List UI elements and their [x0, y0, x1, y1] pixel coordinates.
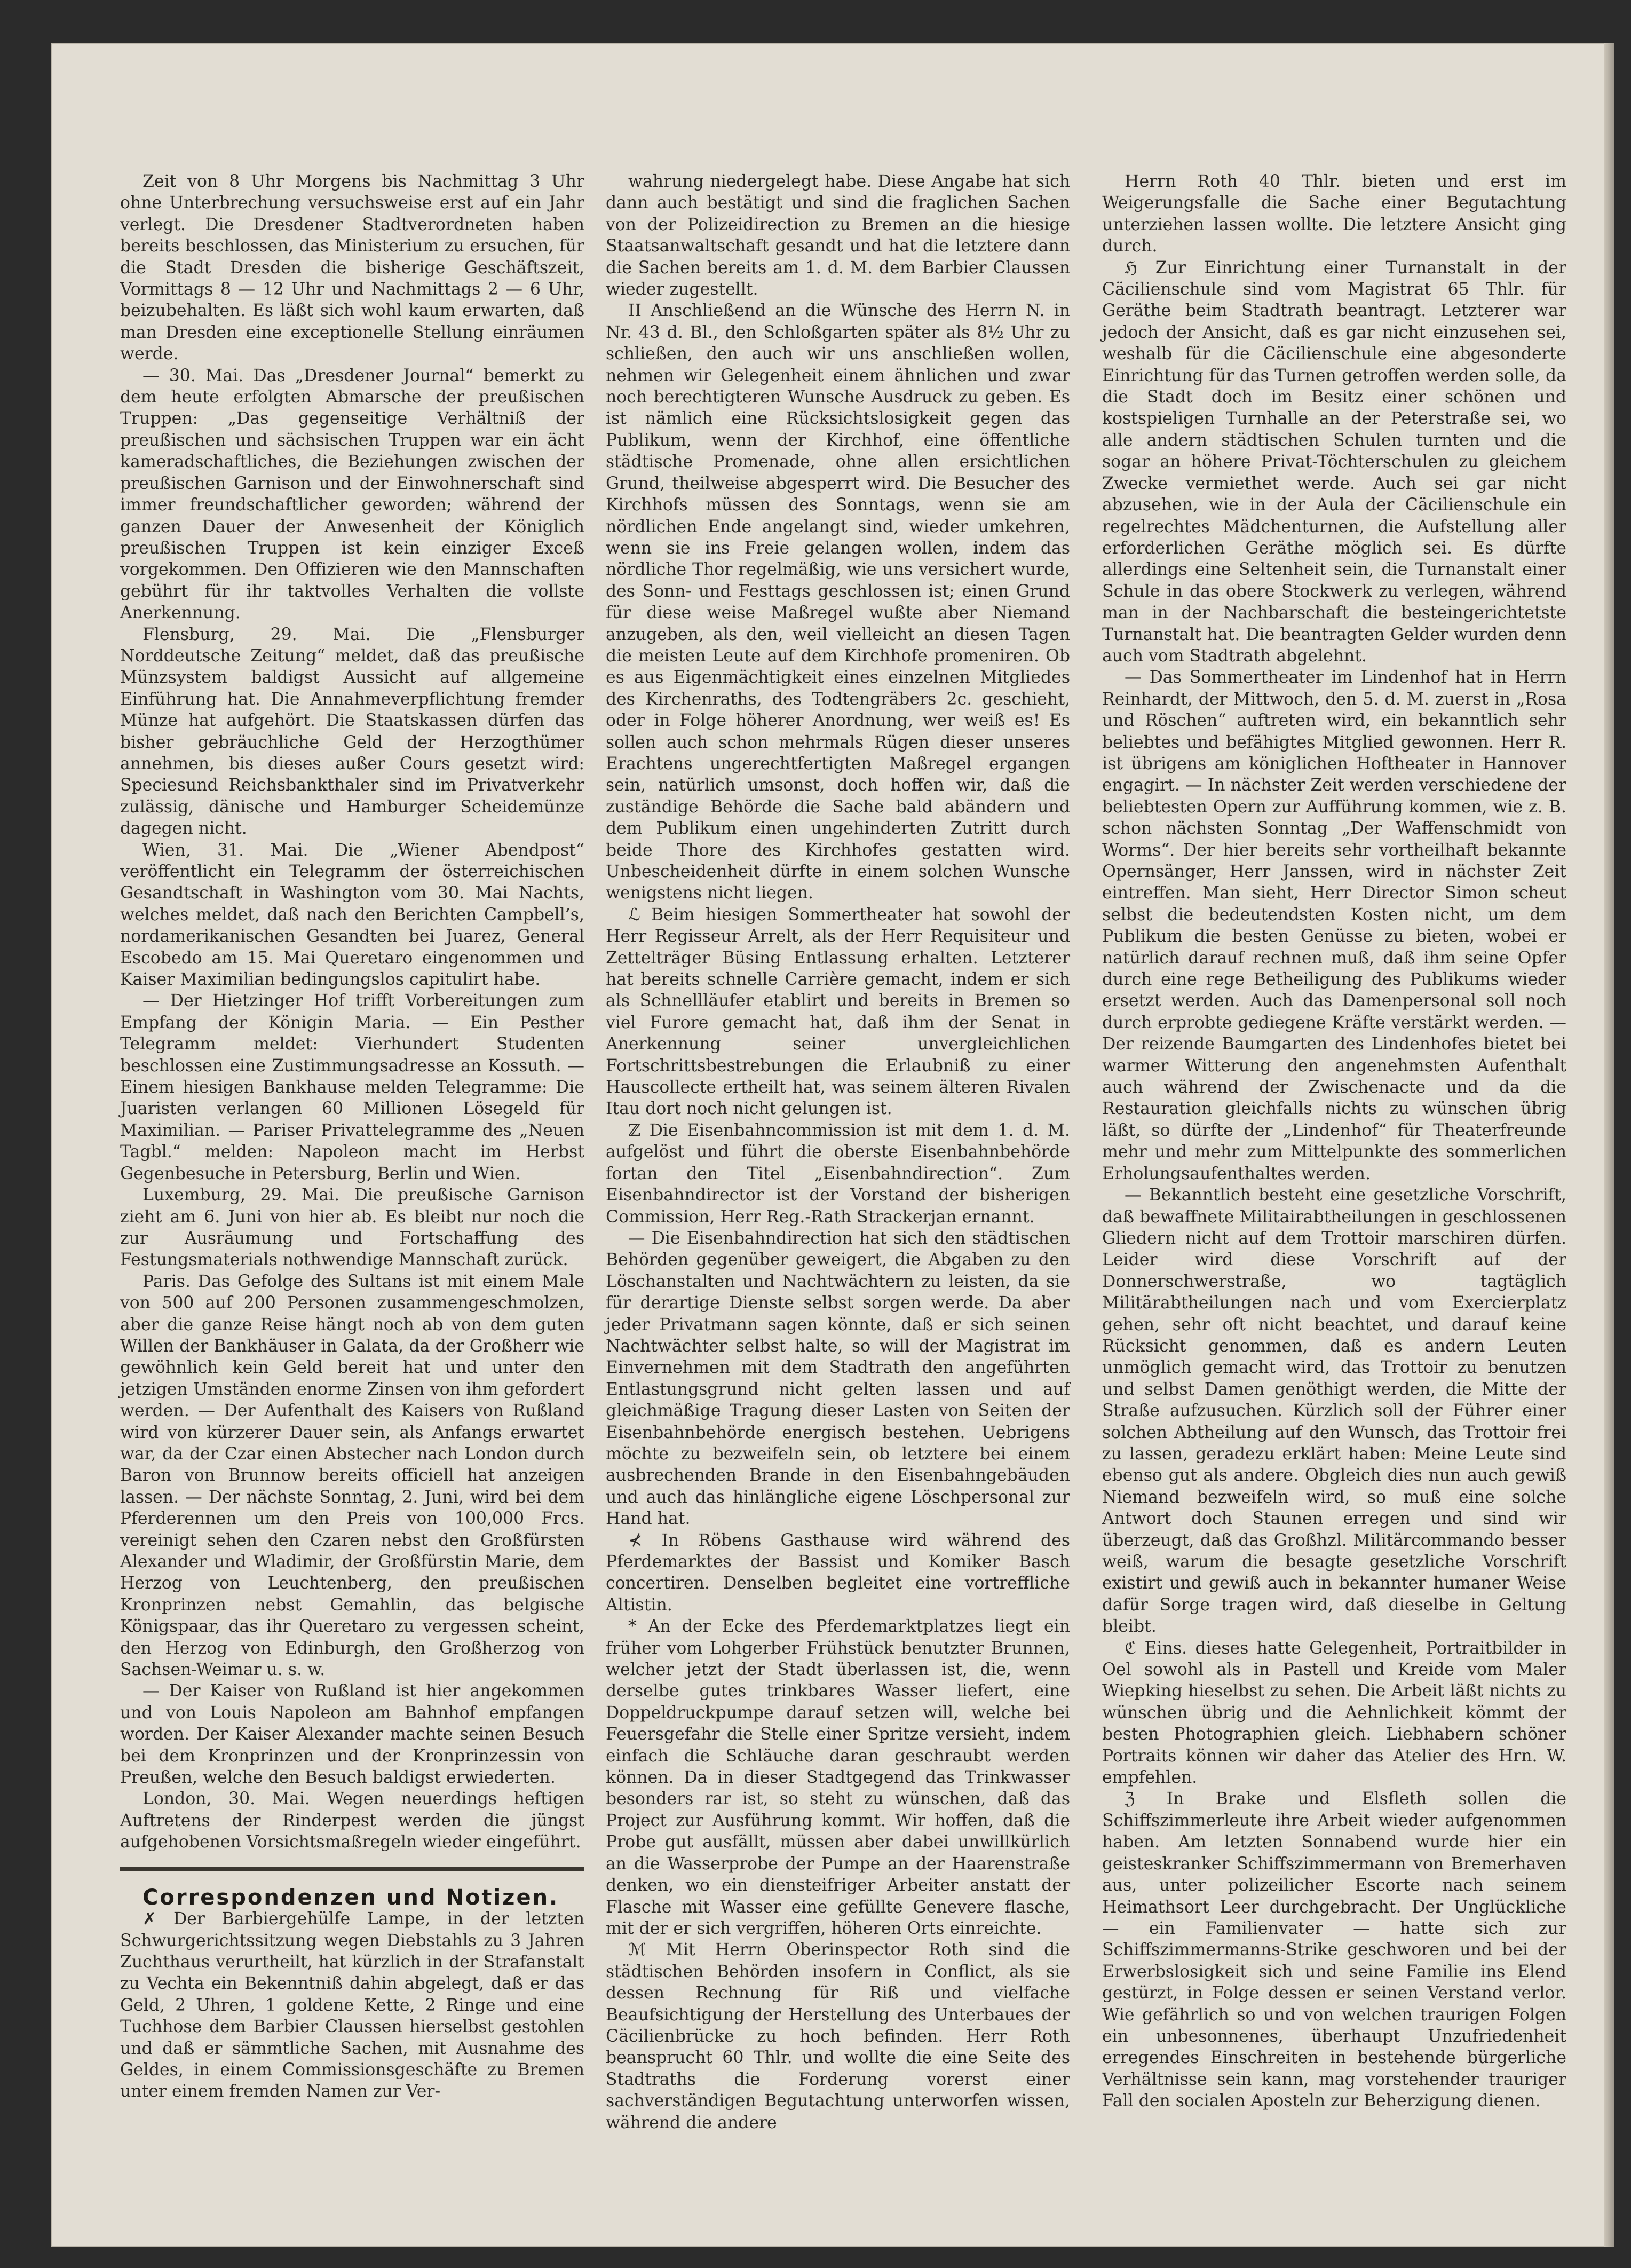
paragraph: ✗ Der Barbiergehülfe Lampe, in der letzten Schwurgerichtssitzung wegen Diebstahls zu 3 Jahren Zuchthaus verurtheilt, hat kürzlich in der Strafanstalt zu Vechta ein Bekenntniß dahin abgelegt, daß er das Geld, 2 Uhren, 1 goldene Kette, 2 Ringe und eine Tuchhose dem Barbier Claussen hierselbst gestohlen und daß er sämmtliche Sachen, mit Ausnahme des Geldes, in einem Commissionsgeschäfte zu Bremen unter einem fremden Namen zur Ver-	[120, 1909, 584, 2101]
paragraph: Wien, 31. Mai. Die „Wiener Abendpost“ veröffentlicht ein Telegramm der österreichischen Gesandtschaft in Washington vom 30. Mai Nachts, welches meldet, daß nach den Berichten Campbell’s, nordamerikanischen Gesandten bei Juarez, General Escobedo am 15. Mai Queretaro eingenommen und Kaiser Maximilian bedingungslos capitulirt habe.	[120, 840, 584, 990]
section-heading: Correspondenzen und Notizen.	[142, 1885, 559, 1910]
paragraph: ℌ Zur Einrichtung einer Turnanstalt in der Cäcilienschule sind vom Magistrat 65 Thlr. für Geräthe beim Stadtrath beantragt. Letzterer war jedoch der Ansicht, daß es gar nicht einzusehen sei, weshalb für die Cäcilienschule eine abgesonderte Einrichtung für das Turnen getroffen werden solle, da die Stadt doch im Besitz einer schönen und kostspieligen Turnhalle an der Peterstraße sei, wo alle andern städtischen Schulen turnten und die sogar an höhere Privat-Töchterschulen zu gleichem Zwecke vermiethet werde. Auch sei gar nicht abzusehen, wie in der Aula der Cäcilienschule ein regelrechtes Mädchenturnen, die Aufstellung aller erforderlichen Geräthe möglich sei. Es dürfte allerdings eine Seltenheit sein, die Turnanstalt einer Schule in das obere Stockwerk zu verlegen, während man in der Nachbarschaft die besteingerichtetste Turnanstalt hat. Die beantragten Gelder wurden denn auch vom Stadtrath abgelehnt.	[1102, 258, 1566, 666]
column-right	[1102, 171, 1566, 2112]
paragraph: ⊀ In Röbens Gasthause wird während des Pferdemarktes der Bassist und Komiker Basch concertiren. Denselben begleitet eine vortreffliche Altistin.	[606, 1530, 1070, 1615]
paragraph: — Bekanntlich besteht eine gesetzliche Vorschrift, daß bewaffnete Militairabtheilungen in geschlossenen Gliedern nicht auf dem Trottoir marschiren dürfen. Leider wird diese Vorschrift auf der Donnerschwerstraße, wo tagtäglich Militärabtheilungen nach und vom Exercierplatz gehen, sehr oft nicht beachtet, und darauf keine Rücksicht genommen, daß es andern Leuten unmöglich gemacht wird, das Trottoir zu benutzen und selbst Damen genöthigt werden, die Mitte der Straße aufzusuchen. Kürzlich soll der Führer einer solchen Abtheilung auf den Wunsch, das Trottoir frei zu lassen, geradezu erklärt haben: Meine Leute sind ebenso gut als andere. Obgleich dies nun auch gewiß Niemand bezweifeln wird, so muß eine solche Antwort doch Staunen erregen und sind wir überzeugt, daß das Großhzl. Militärcommando besser weiß, warum die besagte gesetzliche Vorschrift existirt und gewiß auch in bekannter humaner Weise dafür Sorge tragen wird, daß dieselbe in Geltung bleibt.	[1102, 1186, 1566, 1637]
paragraph: — Das Sommertheater im Lindenhof hat in Herrn Reinhardt, der Mittwoch, den 5. d. M. zuerst in „Rosa und Röschen“ auftreten wird, ein bekanntlich sehr beliebtes und befähigtes Mitglied gewonnen. Herr R. ist übrigens am königlichen Hoftheater in Hannover engagirt. — In nächster Zeit werden verschiedene der beliebtesten Opern zur Aufführung kommen, wie z. B. schon nächsten Sonntag „Der Waffenschmidt von Worms“. Der hier bereits sehr vortheilhaft bekannte Opernsänger, Herr Janssen, wird in nächster Zeit eintreffen. Man sieht, Herr Director Simon scheut selbst die bedeutendsten Kosten nicht, um dem Publikum die besten Genüsse zu bieten, wobei er natürlich darauf rechnen muß, daß ihm seine Opfer durch eine rege Betheiligung des Publikums wieder ersetzt werden. Auch das Damenpersonal soll noch durch erprobte gediegene Kräfte verstärkt werden. — Der reizende Baumgarten des Lindenhofes bietet bei warmer Witterung den angenehmsten Aufenthalt auch während der Zwischenacte und da die Restauration gleichfalls nichts zu wünschen übrig läßt, so dürfte der „Lindenhof“ für Theaterfreunde mehr und mehr zum Mittelpunkte des sommerlichen Erholungsaufenthaltes werden.	[1102, 668, 1566, 1183]
paragraph: II Anschließend an die Wünsche des Herrn N. in Nr. 43 d. Bl., den Schloßgarten später als 8½ Uhr zu schließen, den auch wir uns anschließen wollen, nehmen wir Gelegenheit einem ähnlichen und zwar noch berechtigteren Wunsche Ausdruck zu geben. Es ist nämlich eine Rücksichtslosigkeit gegen das Publikum, wenn der Kirchhof, eine öffentliche städtische Promenade, ohne allen ersichtlichen Grund, theilweise abgesperrt wird. Die Besucher des Kirchhofs müssen des Sonntags, wenn sie am nördlichen Ende angelangt sind, wieder umkehren, wenn sie ins Freie gelangen wollen, indem das nördliche Thor regelmäßig, wie uns versichert wurde, des Sonn- und Festtags geschlossen ist; einen Grund für diese weise Maßregel wußte aber Niemand anzugeben, als den, weil vielleicht an diesen Tagen die meisten Leute auf dem Kirchhofe promeniren. Ob es aus Eigenmächtigkeit eines einzelnen Mitgliedes des Kirchenraths, des Todtengräbers 2c. geschieht, oder in Folge höherer Anordnung, wer weiß es! Es sollen auch schon mehrmals Rügen dieser unseres Erachtens ungerechtfertigten Maßregel ergangen sein, natürlich umsonst, doch hoffen wir, daß die zuständige Behörde die Sache bald abändern und dem Publikum einen ungehinderten Zutritt durch beide Thore des Kirchhofes gestatten wird. Unbescheidenheit dürfte in einem solchen Wunsche wenigstens nicht liegen.	[606, 301, 1070, 903]
paragraph: * An der Ecke des Pferdemarktplatzes liegt ein früher vom Lohgerber Frühstück benutzter Brunnen, welcher jetzt der Stadt überlassen ist, die, wenn derselbe gutes trinkbares Wasser liefert, eine Doppeldruckpumpe darauf setzen will, welche bei Feuersgefahr die Stelle einer Spritze versieht, indem einfach die Schläuche daran geschraubt werden können. Da in dieser Stadtgegend das Trinkwasser besonders rar ist, so steht zu wünschen, daß das Project zur Ausführung kommt. Wir hoffen, daß die Probe gut ausfällt, müssen aber dabei unwillkürlich an die Wasserprobe der Pumpe an der Haarenstraße denken, wo ein diensteifriger Arbeiter anstatt der Flasche mit Wasser eine gefüllte Genevere flasche, mit der er sich vergriffen, höheren Orts einreichte.	[606, 1617, 1070, 1938]
paragraph: Zeit von 8 Uhr Morgens bis Nachmittag 3 Uhr ohne Unterbrechung versuchsweise erst auf ein Jahr verlegt. Die Dresdener Stadtverordneten haben bereits beschlossen, das Ministerium zu ersuchen, für die Stadt Dresden die bisherige Geschäftszeit, Vormittags 8 — 12 Uhr und Nachmittags 2 — 6 Uhr, beizubehalten. Es läßt sich wohl kaum erwarten, daß man Dresden eine exceptionelle Stellung einräumen werde.	[120, 172, 584, 364]
paragraph: — Der Hietzinger Hof trifft Vorbereitungen zum Empfang der Königin Maria. — Ein Pesther Telegramm meldet: Vierhundert Studenten beschlossen eine Zustimmungsadresse an Kossuth. — Einem hiesigen Bankhause melden Telegramme: Die Juaristen verlangen 60 Millionen Lösegeld für Maximilian. — Pariser Privattelegramme des „Neuen Tagbl.“ melden: Napoleon macht im Herbst Gegenbesuche in Petersburg, Berlin und Wien.	[120, 991, 584, 1183]
paragraph: ℳ Mit Herrn Oberinspector Roth sind die städtischen Behörden insofern in Conflict, als sie dessen Rechnung für Riß und vielfache Beaufsichtigung der Herstellung des Unterbaues der Cäcilienbrücke zu hoch befinden. Herr Roth beansprucht 60 Thlr. und wollte die eine Seite des Stadtraths die Forderung vorerst einer sachverständigen Begutachtung unterworfen wissen, während die andere	[606, 1940, 1070, 2132]
paragraph: ℤ Die Eisenbahncommission ist mit dem 1. d. M. aufgelöst und führt die oberste Eisenbahnbehörde fortan den Titel „Eisenbahndirection“. Zum Eisenbahndirector ist der Vorstand der bisherigen Commission, Herr Reg.-Rath Strackerjan ernannt.	[606, 1120, 1070, 1227]
newspaper-page	[51, 43, 1614, 2247]
paragraph: Luxemburg, 29. Mai. Die preußische Garnison zieht am 6. Juni von hier ab. Es bleibt nur noch die zur Ausräumung und Fortschaffung des Festungsmaterials nothwendige Mannschaft zurück.	[120, 1186, 584, 1270]
section-divider	[120, 1867, 584, 1871]
paragraph: ℒ Beim hiesigen Sommertheater hat sowohl der Herr Regisseur Arrelt, als der Herr Requisiteur und Zettelträger Büsing Entlassung erhalten. Letzterer hat bereits schnelle Carrière gemacht, indem er sich als Schnellläufer etablirt und bereits in Bremen so viel Furore gemacht hat, daß ihm der Senat in Anerkennung seiner unvergleichlichen Fortschrittsbestrebungen die Erlaubniß zu einer Hauscollecte ertheilt hat, was seinem älteren Rivalen Itau dort noch nicht gelungen ist.	[606, 905, 1070, 1119]
paragraph: wahrung niedergelegt habe. Diese Angabe hat sich dann auch bestätigt und sind die fraglichen Sachen von der Polizeidirection zu Bremen an die hiesige Staatsanwaltschaft gesandt und hat die letztere dann die Sachen bereits am 1. d. M. dem Barbier Claussen wieder zugestellt.	[606, 172, 1070, 299]
paragraph: Paris. Das Gefolge des Sultans ist mit einem Male von 500 auf 200 Personen zusammengeschmolzen, aber die ganze Reise hängt noch ab von dem guten Willen der Bankhäuser in Galata, da der Großherr wie gewöhnlich kein Geld bereit hat und unter den jetzigen Umständen enorme Zinsen von ihm gefordert werden. — Der Aufenthalt des Kaisers von Rußland wird von kürzerer Dauer sein, als Anfangs erwartet war, da der Czar einen Abstecher nach London durch Baron von Brunnow bereits officiell hat anzeigen lassen. — Der nächste Sonntag, 2. Juni, wird bei dem Pferderennen um den Preis von 100,000 Frcs. vereinigt sehen den Czaren nebst den Großfürsten Alexander und Wladimir, der Großfürstin Marie, dem Herzog von Leuchtenberg, den preußischen Kronprinzen nebst Gemahlin, das belgische Königspaar, das ihr Queretaro zu vergessen scheint, den Herzog von Edinburgh, den Großherzog von Sachsen-Weimar u. s. w.	[120, 1271, 584, 1680]
paragraph: London, 30. Mai. Wegen neuerdings heftigen Auftretens der Rinderpest werden die jüngst aufgehobenen Vorsichtsmaßregeln wieder eingeführt.	[120, 1789, 584, 1852]
paragraph: — Die Eisenbahndirection hat sich den städtischen Behörden gegenüber geweigert, die Abgaben zu den Löschanstalten und Nachtwächtern zu leisten, da sie für derartige Dienste selbst sorgen werde. Da aber jeder Privatmann sagen könnte, daß er sich seinen Nachtwächter selbst halte, so will der Magistrat im Einvernehmen mit dem Stadtrath den angeführten Entlastungsgrund nicht gelten lassen und auf gleichmäßige Tragung dieser Lasten von Seiten der Eisenbahnbehörde energisch bestehen. Uebrigens möchte zu bezweifeln sein, ob letztere bei einem ausbrechenden Brande in den Eisenbahngebäuden und auch das hinlängliche eigene Löschpersonal zur Hand hat.	[606, 1228, 1070, 1529]
paragraph: Flensburg, 29. Mai. Die „Flensburger Norddeutsche Zeitung“ meldet, daß das preußische Münzsystem baldigst Aussicht auf allgemeine Einführung hat. Die Annahmeverpflichtung fremder Münze hat aufgehört. Die Staatskassen dürfen das bisher gebräuchliche Geld der Herzogthümer annehmen, bis dieses außer Cours gesetzt wird: Speciesund Reichsbankthaler sind im Privatverkehr zulässig, dänische und Hamburger Scheidemünze dagegen nicht.	[120, 625, 584, 839]
page-binding-edge	[1604, 43, 1614, 2247]
paragraph: — Der Kaiser von Rußland ist hier angekommen und von Louis Napoleon am Bahnhof empfangen worden. Der Kaiser Alexander machte seinen Besuch bei dem Kronprinzen und der Kronprinzessin von Preußen, welche den Besuch baldigst erwiederten.	[120, 1681, 584, 1788]
paragraph: — 30. Mai. Das „Dresdener Journal“ bemerkt zu dem heute erfolgten Abmarsche der preußischen Truppen: „Das gegenseitige Verhältniß der preußischen und sächsischen Truppen war ein ächt kameradschaftliches, die Beziehungen zwischen der preußischen Garnison und der Einwohnerschaft sind immer freundschaftlicher geworden; während der ganzen Dauer der Anwesenheit der Königlich preußischen Truppen ist kein einziger Exceß vorgekommen. Den Offizieren wie den Mannschaften gebührt für ihr taktvolles Verhalten die vollste Anerkennung.	[120, 366, 584, 623]
paragraph: Herrn Roth 40 Thlr. bieten und erst im Weigerungsfalle die Sache einer Begutachtung unterziehen lassen wollte. Die letztere Ansicht ging durch.	[1102, 172, 1566, 256]
column-left	[120, 171, 584, 2103]
column-middle	[606, 171, 1070, 2133]
paragraph: ℭ Eins. dieses hatte Gelegenheit, Portraitbilder in Oel sowohl als in Pastell und Kreide vom Maler Wiepking hieselbst zu sehen. Die Arbeit läßt nichts zu wünschen übrig und die Aehnlichkeit kömmt der besten Photographien gleich. Liebhabern schöner Portraits können wir daher das Atelier des Hrn. W. empfehlen.	[1102, 1638, 1566, 1788]
paragraph: ℨ In Brake und Elsfleth sollen die Schiffszimmerleute ihre Arbeit wieder aufgenommen haben. Am letzten Sonnabend wurde hier ein geisteskranker Schiffszimmermann von Bremerhaven aus, unter polizeilicher Escorte nach seinem Heimathsort Leer durchgebracht. Der Unglückliche — ein Familienvater — hatte sich zur Schiffszimmermanns-Strike geschworen und bei der Erwerbslosigkeit sich und seine Familie ins Elend gestürzt, in Folge dessen er seinen Verstand verlor. Wie gefährlich so und von welchen traurigen Folgen ein unbesonnenes, überhaupt Unzufriedenheit erregendes Einschreiten in bestehende bürgerliche Verhältnisse sein kann, mag vorstehender trauriger Fall den socialen Aposteln zur Beherzigung dienen.	[1102, 1789, 1566, 2111]
